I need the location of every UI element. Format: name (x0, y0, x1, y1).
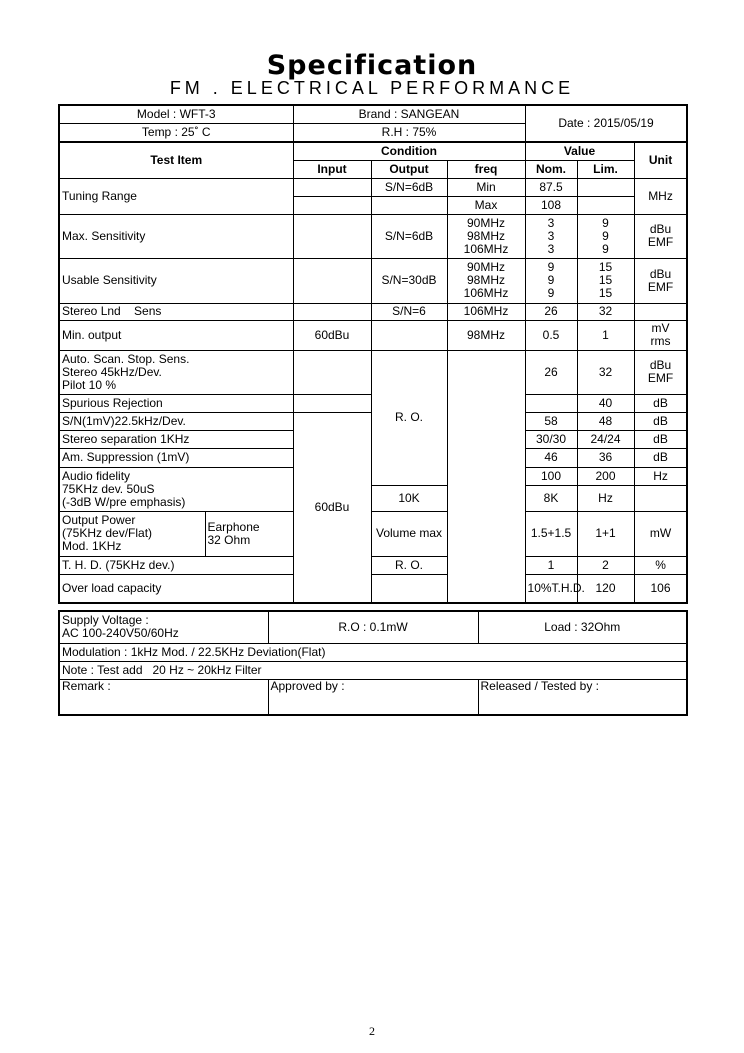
tuning-lim-min (577, 178, 634, 196)
input-60dbu: 60dBu (293, 412, 371, 603)
ro-value: R.O : 0.1mW (268, 611, 478, 643)
stereo-lnd-lim: 32 (577, 303, 634, 320)
thd-unit: % (634, 556, 687, 574)
footer-table (58, 610, 688, 716)
am-lim: 36 (577, 448, 634, 467)
spurious-nom (525, 394, 577, 412)
page-subtitle: FM . ELECTRICAL PERFORMANCE (169, 78, 575, 98)
sn-label: S/N(1mV)22.5kHz/Dev. (59, 412, 293, 430)
am-unit: dB (634, 448, 687, 467)
power-output: Volume max (371, 511, 447, 556)
sep-nom: 30/30 (525, 430, 577, 448)
minout-label: Min. output (59, 320, 293, 350)
tuning-nom-max: 108 (525, 196, 577, 214)
thd-label: T. H. D. (75KHz dev.) (59, 556, 293, 574)
power-sub: Earphone 32 Ohm (205, 511, 293, 556)
audio-lim-2: 8K (525, 485, 577, 511)
brand-cell: Brand : SANGEAN (293, 105, 525, 123)
page-title: Specification (266, 50, 478, 81)
tuning-nom-min: 87.5 (525, 178, 577, 196)
date-cell: Date : 2015/05/19 (525, 105, 687, 142)
minout-freq: 98MHz (447, 320, 525, 350)
audio-lim-1: 200 (577, 467, 634, 485)
tuning-input-2 (293, 196, 371, 214)
col-value: Value (525, 142, 634, 160)
audio-unit-2: Hz (577, 485, 634, 511)
stereo-lnd-unit (634, 303, 687, 320)
maxsens-label: Max. Sensitivity (59, 214, 293, 258)
power-label: Output Power (75KHz dev/Flat) Mod. 1KHz (59, 511, 205, 556)
supply-voltage: Supply Voltage : AC 100-240V50/60Hz (59, 611, 268, 643)
tuning-label: Tuning Range (59, 178, 293, 214)
maxsens-unit: dBu EMF (634, 214, 687, 258)
overload-output: 10%T.H.D. (525, 574, 577, 603)
autoscan-nom: 26 (525, 350, 577, 394)
tuning-output: S/N=6dB (371, 178, 447, 196)
audio-nom-1: 100 (525, 467, 577, 485)
remark-field: Remark : (59, 679, 268, 715)
minout-unit: mV rms (634, 320, 687, 350)
autoscan-unit: dBu EMF (634, 350, 687, 394)
thd-lim: 2 (577, 556, 634, 574)
col-freq: freq (447, 160, 525, 178)
am-label: Am. Suppression (1mV) (59, 448, 293, 467)
minout-input: 60dBu (293, 320, 371, 350)
tuning-input (293, 178, 371, 196)
usable-input (293, 258, 371, 303)
load-value: Load : 32Ohm (478, 611, 687, 643)
ro-output: R. O. (371, 350, 447, 485)
maxsens-output: S/N=6dB (371, 214, 447, 258)
minout-nom: 0.5 (525, 320, 577, 350)
col-nom: Nom. (525, 160, 577, 178)
overload-label: Over load capacity (59, 574, 293, 603)
stereo-lnd-input (293, 303, 371, 320)
autoscan-input (293, 350, 371, 394)
spec-table (58, 104, 688, 604)
tuning-freq-min: Min (447, 178, 525, 196)
autoscan-lim: 32 (577, 350, 634, 394)
minout-output (371, 320, 447, 350)
audio-nom-2: 10K (371, 485, 447, 511)
tuning-unit: MHz (634, 178, 687, 214)
usable-lim: 15 15 15 (577, 258, 634, 303)
tuning-freq-max: Max (447, 196, 525, 214)
maxsens-lim: 9 9 9 (577, 214, 634, 258)
released-field: Released / Tested by : (478, 679, 687, 715)
sep-lim: 24/24 (577, 430, 634, 448)
maxsens-input (293, 214, 371, 258)
page-number: 2 (369, 1024, 375, 1038)
spurious-input (293, 394, 371, 412)
filter-note: Note : Test add 20 Hz ~ 20kHz Filter (59, 661, 687, 679)
model-cell: Model : WFT-3 (59, 105, 293, 123)
stereo-lnd-freq: 106MHz (447, 303, 525, 320)
merged-freq (447, 350, 525, 603)
power-unit: mW (634, 511, 687, 556)
tuning-output-2 (371, 196, 447, 214)
thd-nom: 1 (525, 556, 577, 574)
overload-nom: 120 (577, 574, 634, 603)
temp-cell: Temp : 25˚ C (59, 123, 293, 142)
am-nom: 46 (525, 448, 577, 467)
rh-cell: R.H : 75% (293, 123, 525, 142)
col-output: Output (371, 160, 447, 178)
stereo-lnd-nom: 26 (525, 303, 577, 320)
col-test-item: Test Item (59, 142, 293, 178)
maxsens-nom: 3 3 3 (525, 214, 577, 258)
usable-output: S/N=30dB (371, 258, 447, 303)
usable-nom: 9 9 9 (525, 258, 577, 303)
spurious-label: Spurious Rejection (59, 394, 293, 412)
overload-lim: 106 (634, 574, 687, 603)
stereo-lnd-label: Stereo Lnd Sens (59, 303, 293, 320)
power-lim: 1+1 (577, 511, 634, 556)
minout-lim: 1 (577, 320, 634, 350)
overload-input (371, 574, 447, 603)
col-input: Input (293, 160, 371, 178)
spurious-unit: dB (634, 394, 687, 412)
sn-lim: 48 (577, 412, 634, 430)
spurious-lim: 40 (577, 394, 634, 412)
col-condition: Condition (293, 142, 525, 160)
usable-unit: dBu EMF (634, 258, 687, 303)
sn-unit: dB (634, 412, 687, 430)
thd-output: R. O. (371, 556, 447, 574)
col-unit: Unit (634, 142, 687, 178)
sep-label: Stereo separation 1KHz (59, 430, 293, 448)
modulation-note: Modulation : 1kHz Mod. / 22.5KHz Deviation(Flat) (59, 643, 687, 661)
usable-label: Usable Sensitivity (59, 258, 293, 303)
approved-field: Approved by : (268, 679, 478, 715)
audio-label: Audio fidelity 75KHz dev. 50uS (-3dB W/pre emphasis) (59, 467, 293, 511)
audio-unit-1: Hz (634, 467, 687, 485)
tuning-lim-max (577, 196, 634, 214)
sep-unit: dB (634, 430, 687, 448)
maxsens-freq: 90MHz 98MHz 106MHz (447, 214, 525, 258)
stereo-lnd-output: S/N=6 (371, 303, 447, 320)
sn-nom: 58 (525, 412, 577, 430)
col-lim: Lim. (577, 160, 634, 178)
power-nom: 1.5+1.5 (525, 511, 577, 556)
usable-freq: 90MHz 98MHz 106MHz (447, 258, 525, 303)
autoscan-label: Auto. Scan. Stop. Sens. Stereo 45kHz/Dev. Pilot 10 % (59, 350, 293, 394)
